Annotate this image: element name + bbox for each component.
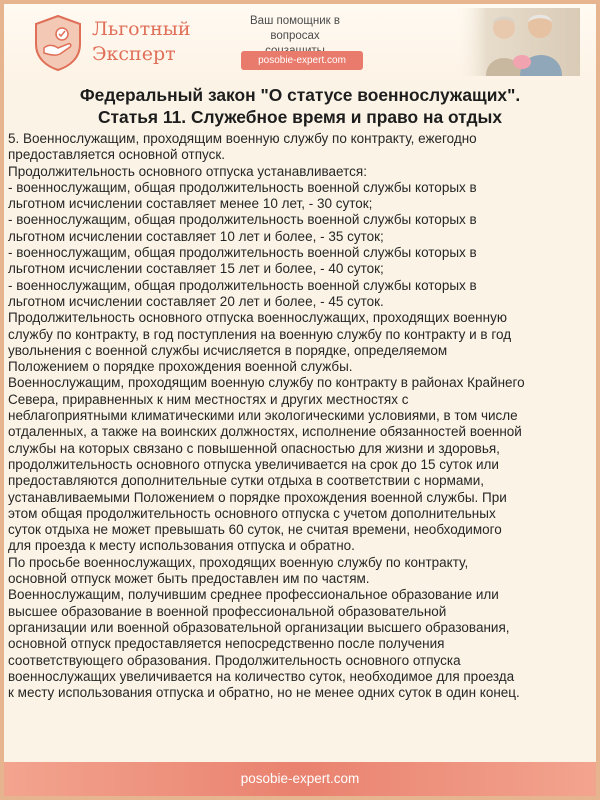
tagline-line1: Ваш помощник в вопросах: [250, 15, 340, 42]
article-text-line: суток отдыха не может превышать 60 суток, не считая времени, необходимого: [8, 522, 502, 538]
article-title: [4, 84, 596, 128]
article-text-line: основной отпуск предоставляется непосредственно после получения: [8, 636, 445, 652]
article-text-line: предоставляются дополнительные сутки отдыха в соответствии с нормами,: [8, 473, 485, 489]
article-title-line1: Федеральный закон "О статусе военнослужащих".: [79, 85, 521, 105]
article-text-line: этом общая продолжительность основного отпуска с учетом дополнительных: [8, 505, 496, 521]
article-text-line: военнослужащих увеличивается на количество суток, необходимое для проезда: [8, 668, 515, 684]
article-text-line: службы на которых связано с повышенной опасностью для жизни и здоровья,: [8, 440, 500, 456]
article-body: [4, 131, 596, 701]
article-text-line: службу по контракту, в год поступления на военную службу по контракту и в год: [8, 326, 512, 342]
article-text-line: льготном исчислении составляет 10 лет и более, - 35 суток;: [8, 228, 384, 244]
article-text-line: увольнения с военной службы исчисляется в порядке, определяемом: [8, 342, 448, 358]
brand-name-line2: Эксперт: [92, 43, 176, 65]
article-text-line: основной отпуск может быть предоставлен им по частям.: [8, 571, 370, 587]
article-text-line: к месту использования отпуска и обратно, но не менее одних суток в один конец.: [8, 685, 520, 701]
brand-name: [92, 17, 191, 67]
elderly-couple-photo-icon: [456, 8, 580, 76]
site-link-button[interactable]: posobie-expert.com: [241, 51, 363, 70]
article-title-line2: Статья 11. Служебное время и право на отдых: [97, 107, 503, 127]
article-text-line: Военнослужащим, получившим среднее профессиональное образование или: [8, 587, 499, 603]
article-text-line: Продолжительность основного отпуска устанавливается:: [8, 163, 367, 179]
article-text-line: неблагоприятными климатическими или экологическими условиями, в том числе: [8, 408, 518, 424]
article-text-line: Продолжительность основного отпуска военнослужащих, проходящих военную: [8, 310, 507, 326]
footer-site-link[interactable]: posobie-expert.com: [240, 771, 360, 786]
article-text-line: устанавливаемыми Положением о порядке прохождения военной службы. При: [8, 489, 507, 505]
article-text-line: - военнослужащим, общая продолжительность военной службы которых в: [8, 212, 477, 228]
shield-hand-logo-icon: [32, 14, 84, 72]
article-text-line: льготном исчислении составляет 15 лет и более, - 40 суток;: [8, 261, 384, 277]
article-text-line: предоставляется основной отпуск.: [8, 147, 226, 163]
site-header: [4, 4, 596, 80]
article-text-line: По просьбе военнослужащих, проходящих военную службу по контракту,: [8, 554, 469, 570]
article-text-line: 5. Военнослужащим, проходящим военную службу по контракту, ежегодно: [8, 131, 477, 146]
article-text-line: для проезда к месту использования отпуска и обратно.: [8, 538, 355, 554]
site-footer: [4, 762, 596, 796]
article-text-line: Военнослужащим, проходящим военную службу по контракту в районах Крайнего: [8, 375, 525, 391]
article-text-line: льготном исчислении составляет менее 10 лет, - 30 суток;: [8, 196, 373, 212]
article-text-line: Положением о порядке прохождения военной службы.: [8, 359, 353, 375]
article-text-line: высшее образование в военной профессиональной образовательной: [8, 603, 447, 619]
article-text-line: - военнослужащим, общая продолжительность военной службы которых в: [8, 179, 477, 195]
brand-name-line1: Льготный: [92, 18, 191, 40]
article-text-line: - военнослужащим, общая продолжительность военной службы которых в: [8, 277, 477, 293]
article-text-line: продолжительность основного отпуска увеличивается на срок до 15 суток или: [8, 456, 499, 472]
article-text-line: - военнослужащим, общая продолжительность военной службы которых в: [8, 245, 477, 261]
article-text-line: Севера, приравненных к ним местностях и других местностях с: [8, 391, 409, 407]
article-text-line: соответствующего образования. Продолжительность основного отпуска: [8, 652, 461, 668]
article-text-line: отдаленных, а также на воинских должностях, исполнение обязанностей военной: [8, 424, 522, 440]
article-text-line: организации или военной образовательной организации высшего образования,: [8, 619, 510, 635]
article-text-line: льготном исчислении составляет 20 лет и более, - 45 суток.: [8, 293, 384, 309]
